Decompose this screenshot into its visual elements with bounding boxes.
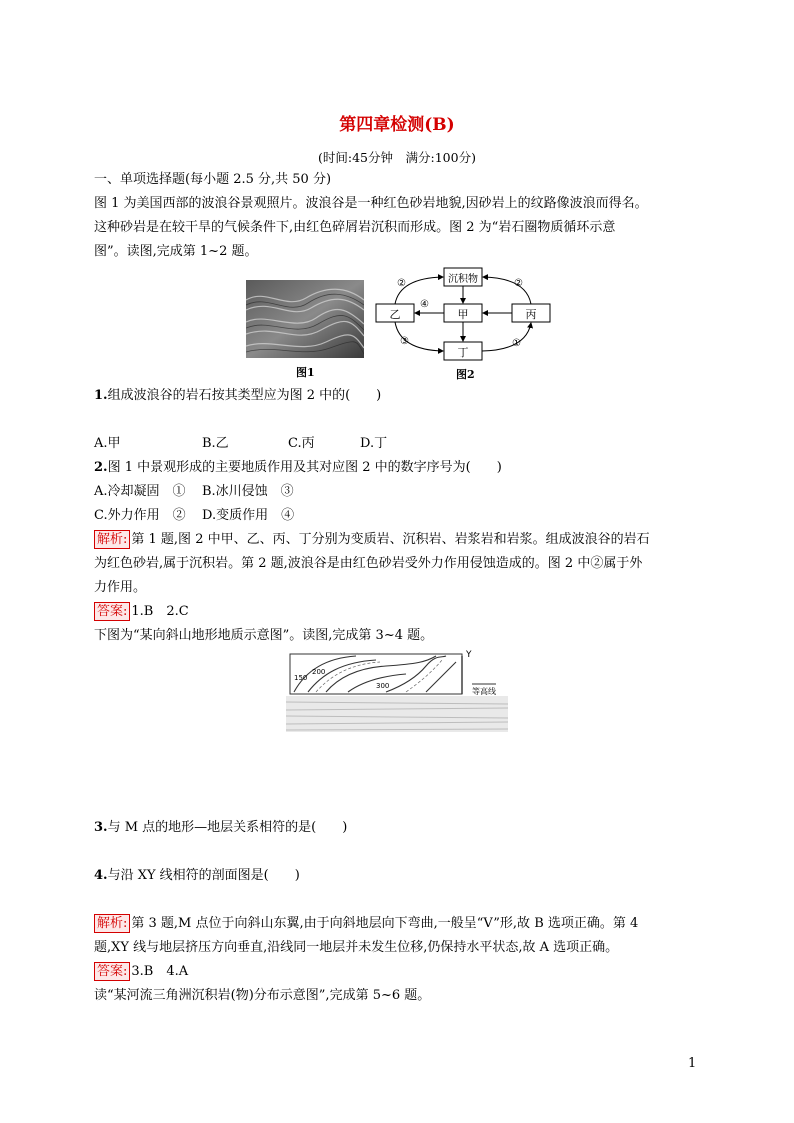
q1-options xyxy=(94,434,387,454)
intro-2: 下图为“某向斜山地形地质示意图”。读图,完成第 3~4 题。 xyxy=(94,628,434,643)
figure2-caption: 图2 xyxy=(456,368,475,381)
arrow-num-2b: ② xyxy=(514,278,523,289)
map-contour-300: 300 xyxy=(376,682,390,690)
rock-box-top: 沉积物 xyxy=(448,274,478,285)
map-label-y: Y xyxy=(466,650,472,660)
option-c: C.外力作用 ② xyxy=(94,508,186,523)
arrow-num-2a: ② xyxy=(397,278,406,289)
question-number: 3. xyxy=(94,820,108,835)
syncline-map xyxy=(286,652,508,732)
question-1 xyxy=(94,386,381,406)
option-b: B.乙 xyxy=(202,436,229,451)
q2-options-row1 xyxy=(94,482,294,502)
rock-box-ding: 丁 xyxy=(457,346,469,359)
intro-line-2: 这种砂岩是在较干旱的气候条件下,由红色碎屑岩沉积而形成。图 2 为“岩石圈物质循环示意 xyxy=(94,220,616,235)
map-contour-200: 200 xyxy=(312,668,326,676)
analysis-2-line-1: 解析: 第 3 题,M 点位于向斜山东翼,由于向斜地层向下弯曲,一般呈“V”形,故 B 选项正确。第 4 xyxy=(94,914,638,934)
question-number: 1. xyxy=(94,388,108,403)
figure1-photo xyxy=(246,280,364,358)
arrow-num-3: ③ xyxy=(400,336,409,347)
question-number: 4. xyxy=(94,868,108,883)
question-text: 与沿 XY 线相符的剖面图是( ) xyxy=(107,868,300,883)
analysis-1-line-1: 解析: 第 1 题,图 2 中甲、乙、丙、丁分别为变质岩、沉积岩、岩浆岩和岩浆。组成波浪谷的岩石 xyxy=(94,530,650,550)
map-contour-150: 150 xyxy=(294,674,308,682)
option-d: D.丁 xyxy=(360,436,388,451)
analysis-label: 解析: xyxy=(94,914,130,933)
page-title: 第四章检测(B) xyxy=(339,115,455,135)
exam-info: (时间:45分钟 满分:100分) xyxy=(318,150,476,165)
analysis-label: 解析: xyxy=(94,530,130,549)
rock-box-yi: 乙 xyxy=(389,308,401,321)
section-heading: 一、单项选择题(每小题 2.5 分,共 50 分) xyxy=(94,172,332,187)
intro-3: 读“某河流三角洲沉积岩(物)分布示意图”,完成第 5~6 题。 xyxy=(94,988,431,1003)
question-text: 组成波浪谷的岩石按其类型应为图 2 中的( ) xyxy=(107,388,382,403)
answer-label: 答案: xyxy=(94,602,130,621)
q2-options-row2 xyxy=(94,506,294,526)
question-number: 2. xyxy=(94,460,108,475)
page-number: 1 xyxy=(688,1056,697,1071)
figure2-diagram xyxy=(370,266,560,362)
arrow-num-4: ④ xyxy=(420,299,429,310)
analysis-1-line-2: 为红色砂岩,属于沉积岩。第 2 题,波浪谷是由红色砂岩受外力作用侵蚀造成的。图 2 中②属于外 xyxy=(94,556,643,571)
question-text: 与 M 点的地形—地层关系相符的是( ) xyxy=(107,820,348,835)
intro-line-1: 图 1 为美国西部的波浪谷景观照片。波浪谷是一种红色砂岩地貌,因砂岩上的纹路像波浪而得名。 xyxy=(94,196,648,211)
map-legend: 等高线 xyxy=(472,687,496,696)
answer-label: 答案: xyxy=(94,962,130,981)
analysis-1-line-3: 力作用。 xyxy=(94,580,147,595)
arrow-num-1: ① xyxy=(512,338,521,349)
question-4 xyxy=(94,866,300,886)
intro-line-3: 图”。读图,完成第 1~2 题。 xyxy=(94,244,258,259)
analysis-2-line-2: 题,XY 线与地层挤压方向垂直,沿线同一地层并未发生位移,仍保持水平状态,故 A 选项正确。 xyxy=(94,940,619,955)
question-3 xyxy=(94,818,347,838)
rock-box-jia: 甲 xyxy=(457,308,469,321)
question-text: 图 1 中景观形成的主要地质作用及其对应图 2 中的数字序号为( ) xyxy=(107,460,502,475)
option-d: D.变质作用 ④ xyxy=(202,508,295,523)
answer-1: 答案: 1.B 2.C xyxy=(94,602,189,622)
option-a: A.冷却凝固 ① xyxy=(94,484,186,499)
option-b: B.冰川侵蚀 ③ xyxy=(202,484,294,499)
option-c: C.丙 xyxy=(288,436,315,451)
rock-box-bing: 丙 xyxy=(525,308,537,321)
answer-2: 答案: 3.B 4.A xyxy=(94,962,188,982)
option-a: A.甲 xyxy=(94,436,121,451)
figure1-caption: 图1 xyxy=(296,366,315,379)
question-2 xyxy=(94,458,502,478)
